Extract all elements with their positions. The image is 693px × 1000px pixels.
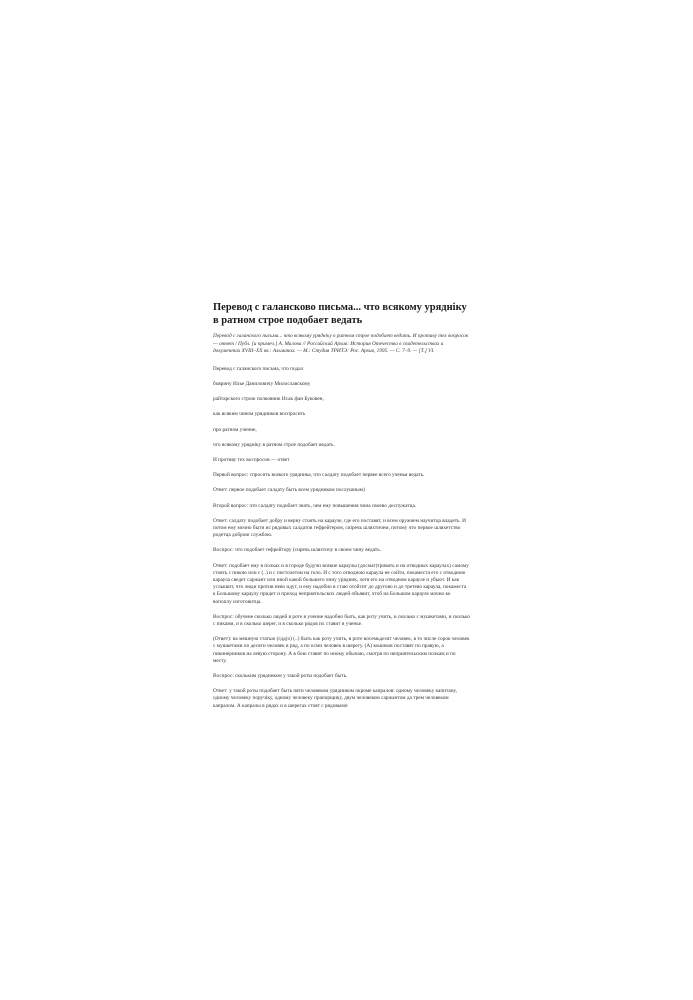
paragraph: Воспрос: что подобает гефрейтору (сиречь шляхтичу в своем чину ведать. [213, 547, 381, 554]
paragraph: райтарского строю полковник Исак фан Буковен, [213, 396, 324, 403]
bibliographic-citation: Перевод с галанского письма... что всякому урядніку в ратном строе подобает ведать. И противу тех вопросов — ответ / Публ. [и примеч.] А. Малова // Российский Архив: История Отечества в свидетельствах и документах XVIII–XX вв.: Альманах. — М.: Студия ТРИТЭ: Рос. Архив, 1995. — С. 7–9. — [Т.] VI. [213, 333, 469, 355]
paragraph: что всякому урядніку в ратном строе подобает ведать. [213, 441, 335, 448]
paragraph: Воспрос: скольким урядником у такой роты подобает быть. [213, 673, 348, 680]
paragraph: (Ответ): на мешную статью (гдд(о) (..) быть как роту учить, в роте восемьдесят человек, в то числе сорок человек с мушкетами по десяти человек в ряд, а по осми человек в шерегу. (А) кошиков поставят по правую, а пикинерников на левую сторону. А в бою ставят по иному обычаю, смотря по неприятельским полкам и по месту. [213, 636, 470, 664]
document-title: Перевод с галансково письма... что всякому урядніку в ратном строе подобает ведать [213, 302, 467, 326]
paragraph: Ответ: салдату подобает добру и верну стоять на карауле, где его поставят, и всем оружием научитца владеть. И потом ему мочно быти ис рядовых салдатов гефрейтером, сиiречь шляхтичем, потому что первое шляхетство родетца доброю службою. [213, 517, 466, 539]
paragraph: Ответ: у такой роты подобает быть пяти человеком урядником окроме капралов: одному человеку капитану, одному человеку поручіку, одному человеку прапорщику, двум человеком саржантом да трем человеком капралом. А капралы в рядах и в шерегах стоят с рядовыми [213, 688, 457, 709]
paragraph: Ответ: подобает ему в полках и в городе будучи всякие караулы (досмат)тривать и на отводных караулах) самому стоять с пикою или с (..) и с пистолетом на голо. И с того отводною караула не сойти, покаместа его с отводною караула сведет саржант или иной какой большего чину урядник, хотя его на отводном карауле и убьют. И как услышит, что люди против нево идут, и ему надобно в стаю отойтит до другово и до третево караула, покаместа к Большому караулу придет и приход неприятельских людей объявит, чтоб на Большом карауле мочно ко вопоплу изготовитца. [213, 562, 469, 605]
paragraph: Ответ: первое подобает салдату быть всем урядником послушным) [213, 487, 365, 494]
document-page [213, 301, 470, 718]
paragraph: Второй вопрос: что салдату подобает знать, чем ему повышения чина своево доспужатца. [213, 502, 417, 509]
paragraph: про ратном учение, [213, 426, 257, 433]
paragraph: Перевод с галанского письма, что подал [213, 365, 304, 372]
paragraph: как всяким чином урядников воспросить [213, 411, 306, 418]
paragraph: боярину Илье Даниловичу Милославскому [213, 380, 311, 387]
paragraph: Первой вопрос: спросить всякого урядника, что салдату подобает первее всего ученья ведать. [213, 472, 425, 479]
paragraph: Воспрос: обучене сколько людей в роте в учение надобно быть, как роту учить, и сколько с мушкетами, и сколько с пиками, и в сколько шерег, и в сколько рядов их ставит в ученье. [213, 613, 470, 628]
paragraph: И противу тех воспросов — ответ [213, 457, 290, 463]
